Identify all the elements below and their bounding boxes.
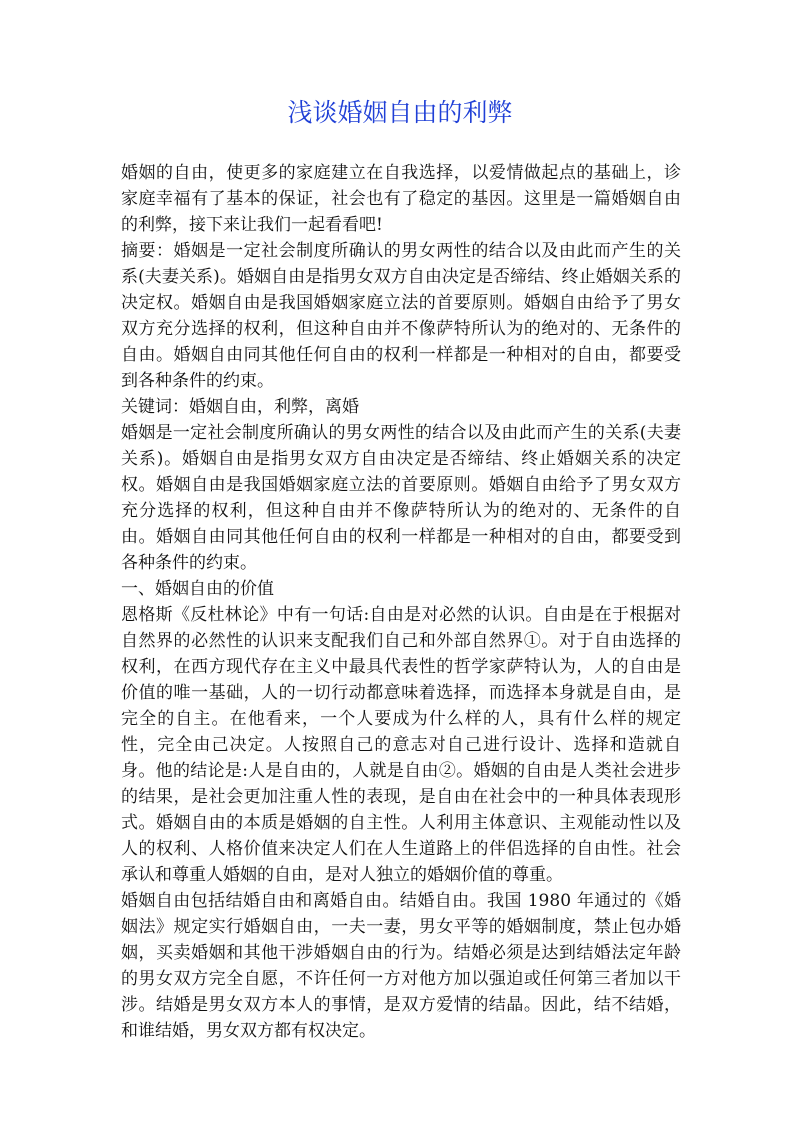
- body-paragraph: 恩格斯《反杜林论》中有一句话:自由是对必然的认识。自由是在于根据对自然界的必然性的认识来支配我们自己和外部自然界①。对于自由选择的权利，在西方现代存在主义中最具代表性的哲学家萨特认为，人的自由是价值的唯一基础，人的一切行动都意味着选择，而选择本身就是自由，是完全的自主。在他看来，一个人要成为什么样的人，具有什么样的规定性，完全由己决定。人按照自己的意志对自己进行设计、选择和造就自身。他的结论是:人是自由的，人就是自由②。婚姻的自由是人类社会进步的结果，是社会更加注重人性的表现，是自由在社会中的一种具体表现形式。婚姻自由的本质是婚姻的自主性。人利用主体意识、主观能动性以及人的权利、人格价值来决定人们在人生道路上的伴侣选择的自由性。社会承认和尊重人婚姻的自由，是对人独立的婚姻价值的尊重。: [121, 605, 681, 885]
- abstract-paragraph: 摘要：婚姻是一定社会制度所确认的男女两性的结合以及由此而产生的关系(夫妻关系)。婚姻自由是指男女双方自由决定是否缔结、终止婚姻关系的决定权。婚姻自由是我国婚姻家庭立法的首要原则。婚姻自由给予了男女双方充分选择的权利，但这种自由并不像萨特所认为的绝对的、无条件的自由。婚姻自由同其他任何自由的权利一样都是一种相对的自由，都要受到各种条件的约束。: [121, 241, 681, 391]
- body-paragraph: 婚姻是一定社会制度所确认的男女两性的结合以及由此而产生的关系(夫妻关系)。婚姻自由是指男女双方自由决定是否缔结、终止婚姻关系的决定权。婚姻自由是我国婚姻家庭立法的首要原则。婚姻自由给予了男女双方充分选择的权利，但这种自由并不像萨特所认为的绝对的、无条件的自由。婚姻自由同其他任何自由的权利一样都是一种相对的自由，都要受到各种条件的约束。: [121, 423, 681, 573]
- section-heading: 一、婚姻自由的价值: [121, 579, 274, 599]
- document-body: [121, 160, 681, 1044]
- keywords-paragraph: 关键词：婚姻自由，利弊，离婚: [121, 397, 359, 417]
- document-title: 浅谈婚姻自由的利弊: [287, 98, 513, 127]
- body-paragraph: 婚姻自由包括结婚自由和离婚自由。结婚自由。我国 1980 年通过的《婚姻法》规定实行婚姻自由，一夫一妻，男女平等的婚姻制度，禁止包办婚姻，买卖婚姻和其他干涉婚姻自由的行为。结婚必须是达到结婚法定年龄的男女双方完全自愿，不许任何一方对他方加以强迫或任何第三者加以干涉。结婚是男女双方本人的事情，是双方爱情的结晶。因此，结不结婚，和谁结婚，男女双方都有权决定。: [121, 891, 681, 1041]
- intro-paragraph: 婚姻的自由，使更多的家庭建立在自我选择，以爱情做起点的基础上，诊家庭幸福有了基本的保证，社会也有了稳定的基因。这里是一篇婚姻自由的利弊，接下来让我们一起看看吧!: [121, 163, 681, 235]
